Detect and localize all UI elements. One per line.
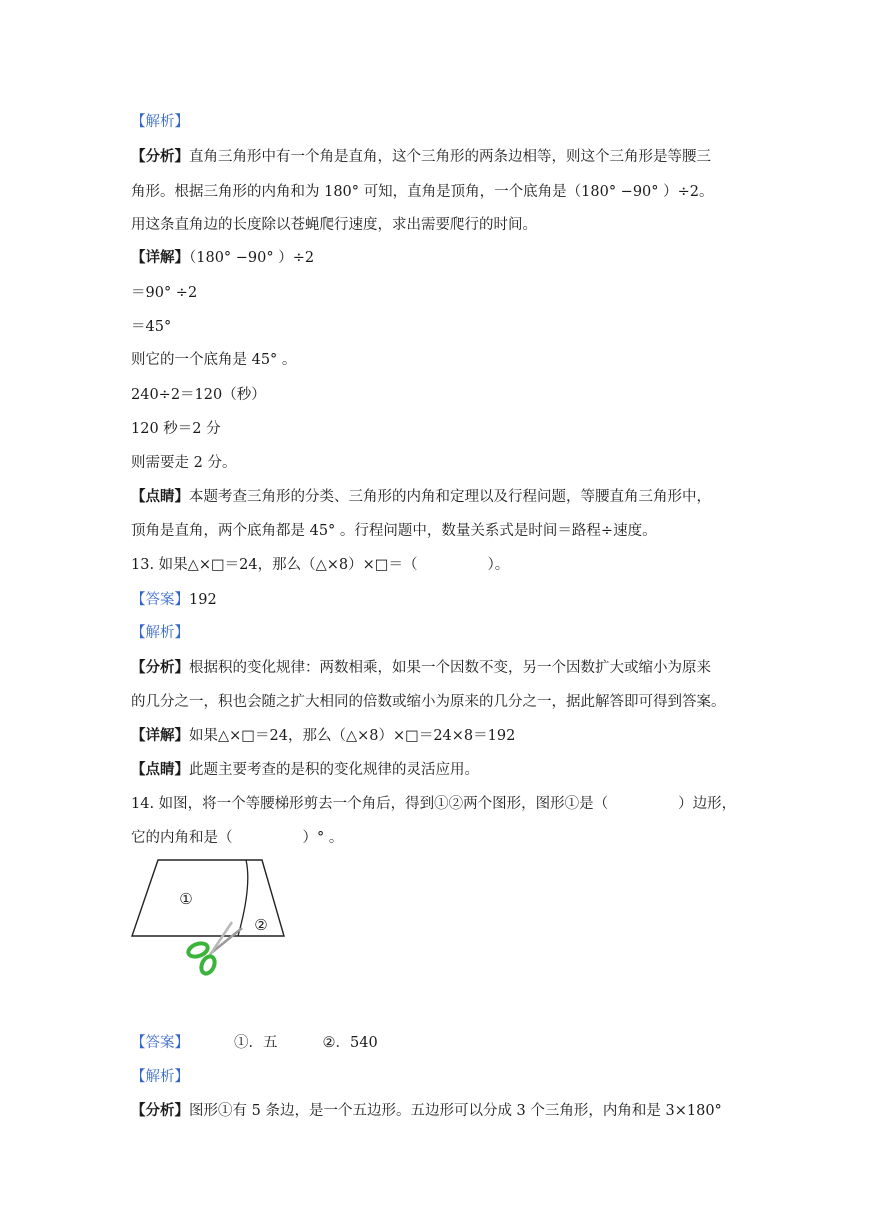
answer-14: 【答案】 ①．五 ②．540 [131, 1035, 378, 1051]
label-1 [179, 890, 192, 908]
solution-line-5: 240÷2＝120（秒） [131, 387, 266, 403]
analysis-14-label: 【解析】 [131, 1069, 189, 1085]
solution-line-6: 120 秒＝2 分 [131, 421, 221, 437]
analysis-13-line-2: 的几分之一，积也会随之扩大相同的倍数或缩小为原来的几分之一，据此解答即可得到答案。 [131, 694, 726, 710]
comment-line-1: 【点睛】本题考查三角形的分类、三角形的内角和定理以及行程问题，等腰直角三角形中， [131, 488, 711, 505]
question-14-line-1: 14. 如图，将一个等腰梯形剪去一个角后，得到①②两个图形，图形①是（ ）边形， [131, 796, 737, 812]
trapezoid-cut-figure [128, 858, 290, 978]
solution-line-3: ＝45° [131, 319, 172, 335]
analysis-14-line-1: 【分析】图形①有 5 条边，是一个五边形。五边形可以分成 3 个三角形，内角和是 3×180° [131, 1102, 722, 1119]
scissors-icon [187, 922, 242, 976]
answer-13: 【答案】192 [131, 592, 217, 608]
solution-line-1: 【详解】（180° −90° ）÷2 [131, 249, 315, 266]
analysis-line-1: 【分析】直角三角形中有一个角是直角，这个三角形的两条边相等，则这个三角形是等腰三 [131, 148, 711, 165]
solution-13: 【详解】如果△×□＝24，那么（△×8）×□＝24×8＝192 [131, 727, 516, 744]
solution-line-4: 则它的一个底角是 45° 。 [131, 352, 297, 368]
solution-line-7: 则需要走 2 分。 [131, 455, 237, 471]
section-analysis-label: 【解析】 [131, 114, 189, 130]
label-2 [254, 916, 267, 934]
solution-line-2: ＝90° ÷2 [131, 285, 198, 301]
analysis-line-3: 用这条直角边的长度除以苍蝇爬行速度，求出需要爬行的时间。 [131, 217, 537, 233]
analysis-line-2: 角形。根据三角形的内角和为 180° 可知，直角是顶角，一个底角是（180° −90° ）÷2。 [131, 184, 714, 200]
svg-text:②: ② [254, 916, 268, 934]
analysis-13-line-1: 【分析】根据积的变化规律：两数相乘，如果一个因数不变，另一个因数扩大或缩小为原来 [131, 659, 711, 676]
analysis-13-label: 【解析】 [131, 625, 189, 641]
svg-text:①: ① [179, 890, 193, 908]
comment-line-2: 顶角是直角，两个底角都是 45° 。行程问题中，数量关系式是时间＝路程÷速度。 [131, 523, 657, 539]
question-13: 13. 如果△×□＝24，那么（△×8）×□＝（ ）。 [131, 557, 510, 573]
question-14-line-2: 它的内角和是（ ）° 。 [131, 830, 344, 846]
comment-13: 【点睛】此题主要考查的是积的变化规律的灵活应用。 [131, 761, 479, 778]
